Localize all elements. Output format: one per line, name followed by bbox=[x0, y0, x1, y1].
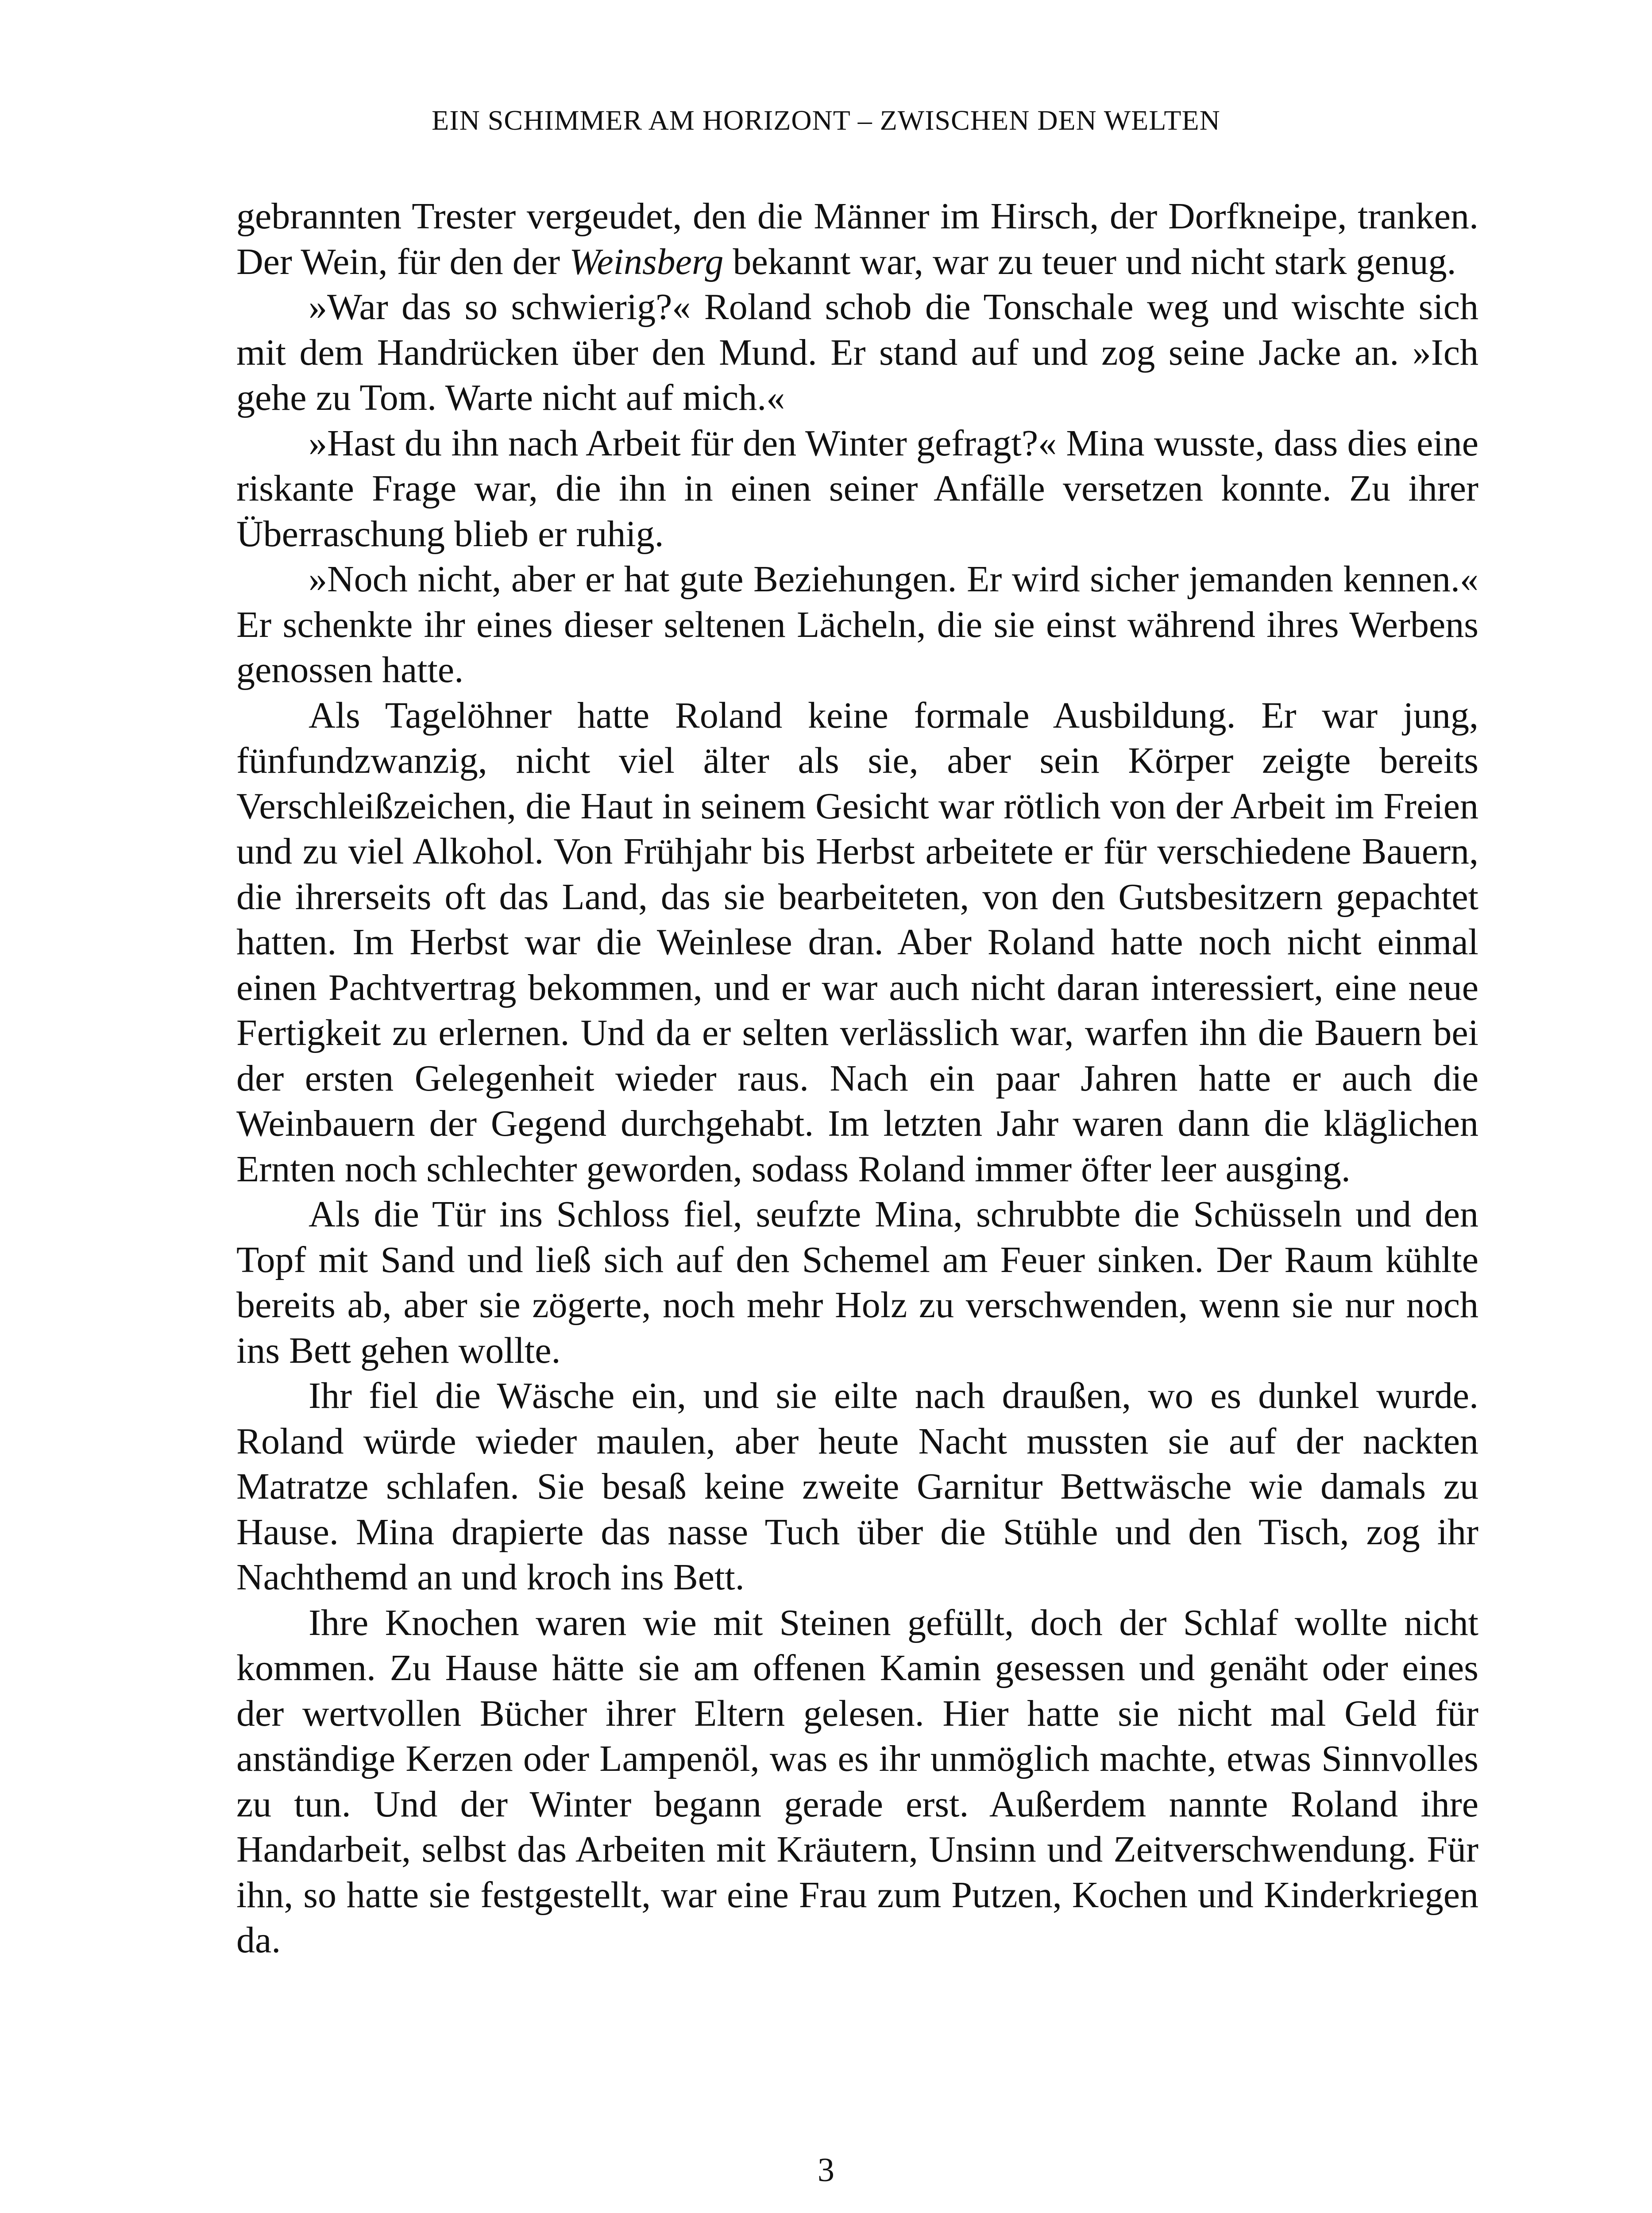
body-text bbox=[236, 194, 1478, 1963]
paragraph-2: »War das so schwierig?« Roland schob die Tonschale weg und wischte sich mit dem Handrücken über den Mund. Er stand auf und zog seine Jacke an. »Ich gehe zu Tom. Warte nicht auf mich.« bbox=[236, 286, 1478, 418]
paragraph-4: »Noch nicht, aber er hat gute Beziehungen. Er wird sicher jemanden kennen.« Er schenkte ihr eines dieser seltenen Lächeln, die sie einst während ihres Werbens genossen hatte. bbox=[236, 559, 1478, 690]
paragraph-7: Ihr fiel die Wäsche ein, und sie eilte nach draußen, wo es dunkel wurde. Roland würde wieder maulen, aber heute Nacht mussten sie auf der nackten Matratze schlafen. Sie besaß keine zweite Garnitur Bettwäsche wie damals zu Hause. Mina drapierte das nasse Tuch über die Stühle und den Tisch, zog ihr Nachthemd an und kroch ins Bett. bbox=[236, 1375, 1478, 1598]
paragraph-3: »Hast du ihn nach Arbeit für den Winter gefragt?« Mina wusste, dass dies eine riskante Frage war, die ihn in einen seiner Anfälle versetzen konnte. Zu ihrer Überraschung blieb er ruhig. bbox=[236, 422, 1478, 555]
paragraph-5: Als Tagelöhner hatte Roland keine formale Ausbildung. Er war jung, fünfundzwanzig, nicht viel älter als sie, aber sein Körper zeigte bereits Verschleißzeichen, die Haut in seinem Gesicht war rötlich von der Arbeit im Freien und zu viel Alkohol. Von Frühjahr bis Herbst arbeitete er für verschiedene Bauern, die ihrerseits oft das Land, das sie bearbeiteten, von den Gutsbesitzern gepachtet hatten. Im Herbst war die Weinlese dran. Aber Roland hatte noch nicht einmal einen Pachtvertrag bekommen, und er war auch nicht daran interessiert, eine neue Fertigkeit zu erlernen. Und da er selten verlässlich war, warfen ihn die Bauern bei der ersten Gelegenheit wieder raus. Nach ein paar Jahren hatte er auch die Weinbauern der Gegend durchgehabt. Im letzten Jahr waren dann die kläglichen Ernten noch schlechter geworden, sodass Roland immer öfter leer ausging. bbox=[236, 694, 1478, 1190]
paragraph-8: Ihre Knochen waren wie mit Steinen gefüllt, doch der Schlaf wollte nicht kommen. Zu Hause hätte sie am offenen Kamin gesessen und genäht oder eines der wertvollen Bücher ihrer Eltern gelesen. Hier hatte sie nicht mal Geld für anständige Kerzen oder Lampenöl, was es ihr unmöglich machte, etwas Sinnvolles zu tun. Und der Winter begann gerade erst. Außerdem nannte Roland ihre Handarbeit, selbst das Arbeiten mit Kräutern, Unsinn und Zeitverschwendung. Für ihn, so hatte sie festgestellt, war eine Frau zum Putzen, Kochen und Kinderkriegen da. bbox=[236, 1602, 1478, 1961]
emphasized-place-name: Weinsberg bbox=[569, 241, 724, 282]
paragraph-6: Als die Tür ins Schloss fiel, seufzte Mina, schrubbte die Schüsseln und den Topf mit Sand und ließ sich auf den Schemel am Feuer sinken. Der Raum kühlte bereits ab, aber sie zögerte, noch mehr Holz zu verschwenden, wenn sie nur noch ins Bett gehen wollte. bbox=[236, 1194, 1478, 1371]
running-header: EIN SCHIMMER AM HORIZONT – ZWISCHEN DEN WELTEN bbox=[432, 104, 1220, 136]
paragraph-1-text-before: gebrannten Trester vergeudet, den die Männer im Hirsch, der Dorfkneipe, tranken. Der Wein, für den der bbox=[236, 196, 1478, 282]
paragraph-1-text-after: bekannt war, war zu teuer und nicht stark genug. bbox=[723, 241, 1456, 282]
page-number: 3 bbox=[818, 2151, 834, 2189]
paragraph-1 bbox=[236, 194, 1478, 285]
